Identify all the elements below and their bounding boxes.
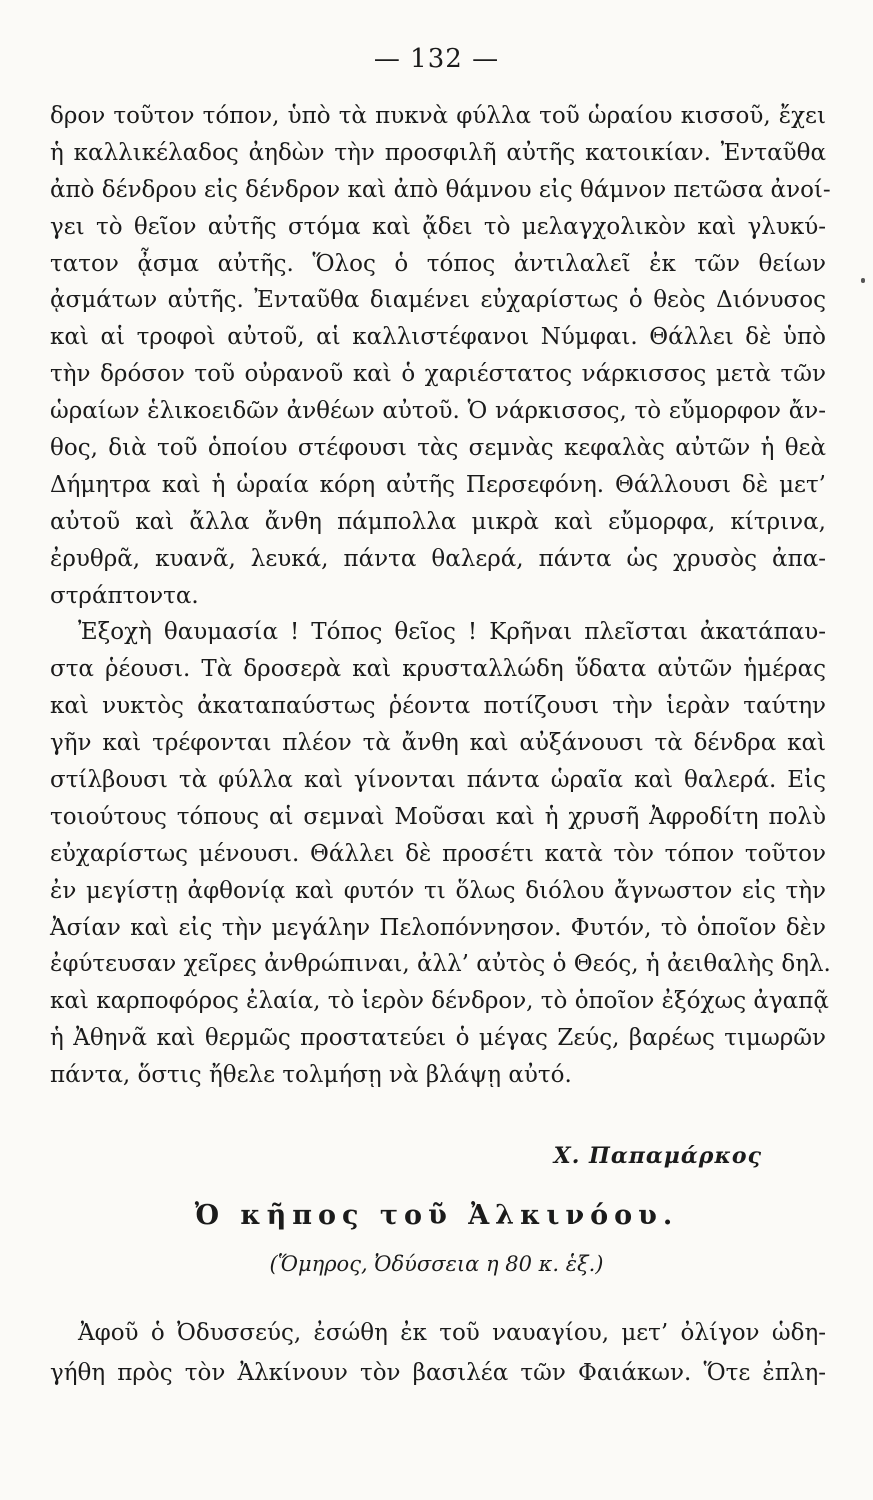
text-line: ἀπὸ δένδρου εἰς δένδρον καὶ ἀπὸ θάμνου εἰς θάμνον πετῶσα ἀνοί-	[50, 176, 831, 203]
text-line: στίλβουσι τὰ φύλλα καὶ γίνονται πάντα ὡραῖα καὶ θαλερά. Εἰς	[50, 767, 826, 794]
text-line: καὶ καρποφόρος ἐλαία, τὸ ἱερὸν δένδρον, τὸ ὁποῖον ἐξόχως ἀγαπᾷ	[50, 988, 829, 1015]
text-line: ὡραίων ἑλικοειδῶν ἀνθέων αὐτοῦ. Ὁ νάρκισσος, τὸ εὔμορφον ἄν-	[50, 398, 826, 425]
text-line: τατον ᾆσμα αὐτῆς. Ὅλος ὁ τόπος ἀντιλαλεῖ ἐκ τῶν θείων	[50, 250, 826, 277]
text-line: καὶ νυκτὸς ἀκαταπαύστως ῥέοντα ποτίζουσι τὴν ἱερὰν ταύτην	[50, 693, 826, 720]
text-line: ἐν μεγίστῃ ἀφθονίᾳ καὶ φυτόν τι ὅλως διόλου ἄγνωστον εἰς τὴν	[50, 877, 826, 904]
text-line: στα ῥέουσι. Τὰ δροσερὰ καὶ κρυσταλλώδη ὕδατα αὐτῶν ἡμέρας	[50, 656, 826, 683]
author-signature: Χ. Παπαμάρκος	[553, 1143, 762, 1169]
text-line: ἡ Ἀθηνᾶ καὶ θερμῶς προστατεύει ὁ μέγας Ζεύς, βαρέως τιμωρῶν	[50, 1025, 826, 1052]
ink-speck	[861, 278, 865, 283]
text-line: γῆν καὶ τρέφονται πλέον τὰ ἄνθη καὶ αὐξάνουσι τὰ δένδρα καὶ	[50, 730, 826, 757]
main-text	[50, 98, 831, 1094]
paragraph-3	[50, 1313, 826, 1393]
text-line: ἐρυθρᾶ, κυανᾶ, λευκά, πάντα θαλερά, πάντα ὡς χρυσὸς ἀπα-	[50, 545, 826, 572]
text-line: καὶ αἱ τροφοὶ αὐτοῦ, αἱ καλλιστέφανοι Νύμφαι. Θάλλει δὲ ὑπὸ	[50, 324, 826, 351]
text-line: Ἀσίαν καὶ εἰς τὴν μεγάλην Πελοπόννησον. Φυτόν, τὸ ὁποῖον δὲν	[50, 914, 826, 941]
text-line: Ἀφοῦ ὁ Ὀδυσσεύς, ἐσώθη ἐκ τοῦ ναυαγίου, μετ’ ὀλίγον ὡδη-	[78, 1320, 826, 1346]
section-title: Ὀ κῆπος τοῦ Ἀλκινόου.	[194, 1200, 679, 1231]
paragraph-2	[50, 614, 831, 1094]
text-line: γήθη πρὸς τὸν Ἀλκίνουν τὸν βασιλέα τῶν Φαιάκων. Ὅτε ἐπλη-	[50, 1360, 826, 1386]
section-subtitle: (Ὅμηρος, Ὀδύσσεια η 80 κ. ἑξ.)	[269, 1252, 604, 1276]
text-line: δρον τοῦτον τόπον, ὑπὸ τὰ πυκνὰ φύλλα τοῦ ὡραίου κισσοῦ, ἔχει	[50, 103, 826, 129]
text-line: γει τὸ θεῖον αὐτῆς στόμα καὶ ᾄδει τὸ μελαγχολικὸν καὶ γλυκύ-	[50, 213, 826, 240]
text-line: εὐχαρίστως μένουσι. Θάλλει δὲ προσέτι κατὰ τὸν τόπον τοῦτον	[50, 840, 826, 867]
text-line: ἡ καλλικέλαδος ἀηδὼν τὴν προσφιλῆ αὐτῆς κατοικίαν. Ἐνταῦθα	[50, 139, 826, 166]
text-line: ᾀσμάτων αὐτῆς. Ἐνταῦθα διαμένει εὐχαρίστως ὁ θεὸς Διόνυσος	[50, 287, 826, 314]
text-line: Δήμητρα καὶ ἡ ὡραία κόρη αὐτῆς Περσεφόνη. Θάλλουσι δὲ μετ’	[50, 471, 826, 498]
text-line: πάντα, ὅστις ἤθελε τολμήσῃ νὰ βλάψῃ αὐτό.	[50, 1062, 572, 1089]
paragraph-1	[50, 98, 831, 614]
text-line: αὐτοῦ καὶ ἄλλα ἄνθη πάμπολλα μικρὰ καὶ εὔμορφα, κίτρινα,	[50, 508, 826, 535]
text-line: στράπτοντα.	[50, 582, 199, 609]
text-line: Ἐξοχὴ θαυμασία ! Τόπος θεῖος ! Κρῆναι πλεῖσται ἀκατάπαυ-	[78, 619, 826, 646]
text-line: θος, διὰ τοῦ ὁποίου στέφουσι τὰς σεμνὰς κεφαλὰς αὐτῶν ἡ θεὰ	[50, 435, 826, 462]
page-number: — 132 —	[373, 44, 500, 74]
text-line: τὴν δρόσον τοῦ οὐρανοῦ καὶ ὁ χαριέστατος νάρκισσος μετὰ τῶν	[50, 361, 826, 388]
text-line: ἐφύτευσαν χεῖρες ἀνθρώπιναι, ἀλλ’ αὐτὸς ὁ Θεός, ἡ ἀειθαλὴς δηλ.	[50, 951, 831, 978]
text-line: τοιούτους τόπους αἱ σεμναὶ Μοῦσαι καὶ ἡ χρυσῆ Ἀφροδίτη πολὺ	[50, 803, 826, 830]
